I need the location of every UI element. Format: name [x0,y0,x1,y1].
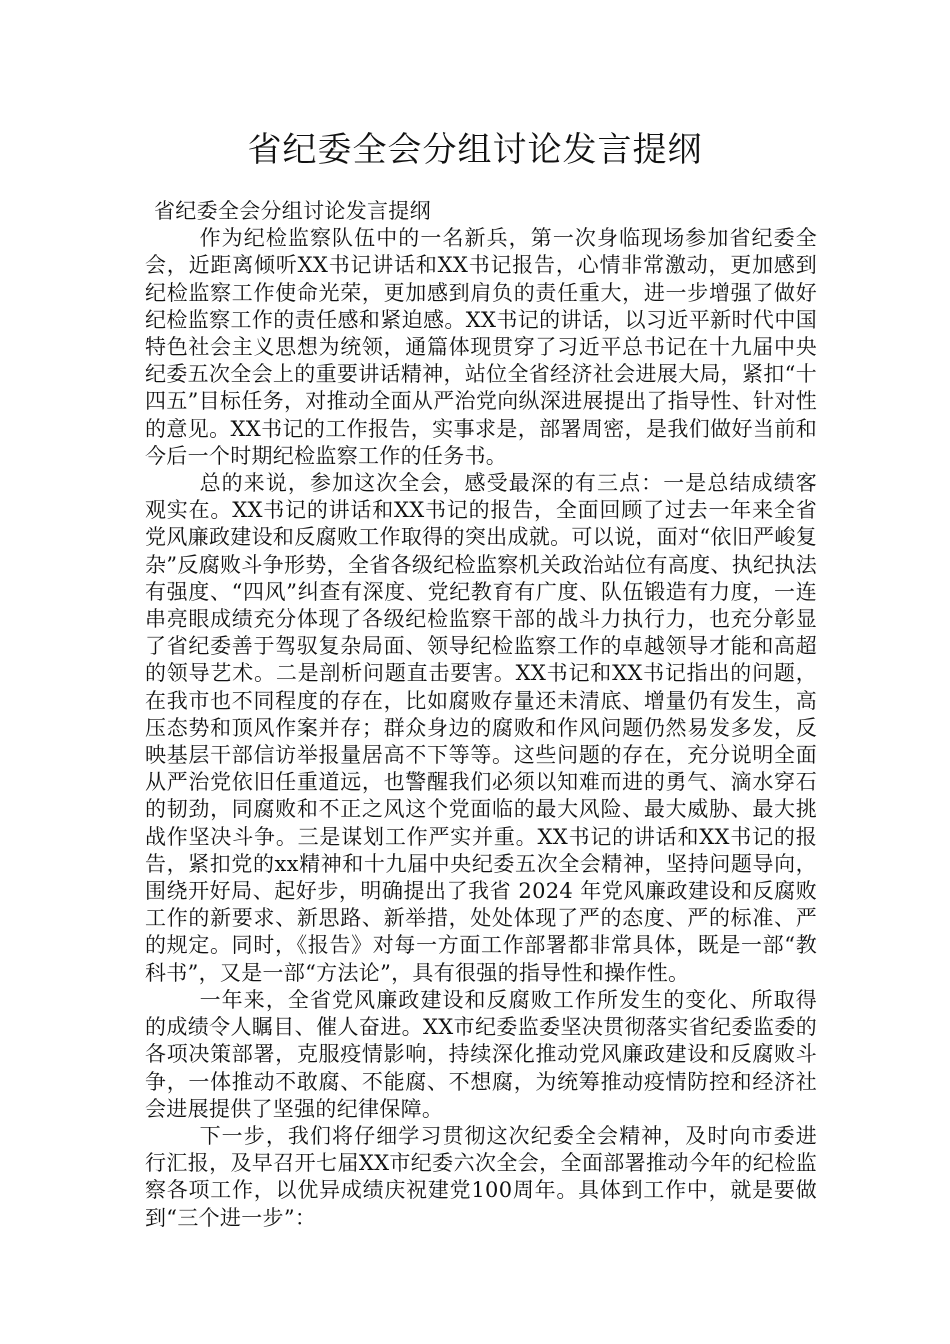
document-body [145,198,817,1232]
paragraph-2: 总的来说，参加这次全会，感受最深的有三点：一是总结成绩客观实在。XX书记的讲话和XX书记的报告，全面回顾了过去一年来全省党风廉政建设和反腐败工作取得的突出成就。可以说，面对“依旧严峻复杂”反腐败斗争形势，全省各级纪检监察机关政治站位有高度、执纪执法有强度、“四风”纠查有深度、党纪教育有广度、队伍锻造有力度，一连串亮眼成绩充分体现了各级纪检监察干部的战斗力执行力，也充分彰显了省纪委善于驾驭复杂局面、领导纪检监察工作的卓越领导才能和高超的领导艺术。二是剖析问题直击要害。XX书记和XX书记指出的问题，在我市也不同程度的存在，比如腐败存量还未清底、增量仍有发生，高压态势和顶风作案并存；群众身边的腐败和作风问题仍然易发多发，反映基层干部信访举报量居高不下等等。这些问题的存在，充分说明全面从严治党依旧任重道远，也警醒我们必须以知难而进的勇气、滴水穿石的韧劲，同腐败和不正之风这个党面临的最大风险、最大威胁、最大挑战作坚决斗争。三是谋划工作严实并重。XX书记的讲话和XX书记的报告，紧扣党的xx精神和十九届中央纪委五次全会精神，坚持问题导向，围绕开好局、起好步，明确提出了我省 2024 年党风廉政建设和反腐败工作的新要求、新思路、新举措，处处体现了严的态度、严的标准、严的规定。同时，《报告》对每一方面工作部署都非常具体，既是一部“教科书”，又是一部“方法论”，具有很强的指导性和操作性。 [145,471,817,985]
document-subtitle: 省纪委全会分组讨论发言提纲 [154,199,431,223]
paragraph-4: 下一步，我们将仔细学习贯彻这次纪委全会精神，及时向市委进行汇报，及早召开七届XX市纪委六次全会，全面部署推动今年的纪检监察各项工作，以优异成绩庆祝建党100周年。具体到工作中，就是要做到“三个进一步”： [145,1123,817,1230]
paragraph-3: 一年来，全省党风廉政建设和反腐败工作所发生的变化、所取得的成绩令人瞩目、催人奋进。XX市纪委监委坚决贯彻落实省纪委监委的各项决策部署，克服疫情影响，持续深化推动党风廉政建设和反腐败斗争，一体推动不敢腐、不能腐、不想腐，为统筹推动疫情防控和经济社会进展提供了坚强的纪律保障。 [145,987,817,1121]
paragraph-1: 作为纪检监察队伍中的一名新兵，第一次身临现场参加省纪委全会，近距离倾听XX书记讲话和XX书记报告，心情非常激动，更加感到纪检监察工作使命光荣，更加感到肩负的责任重大，进一步增强了做好纪检监察工作的责任感和紧迫感。XX书记的讲话，以习近平新时代中国特色社会主义思想为统领，通篇体现贯穿了习近平总书记在十九届中央纪委五次全会上的重要讲话精神，站位全省经济社会进展大局，紧扣“十四五”目标任务，对推动全面从严治党向纵深进展提出了指导性、针对性的意见。XX书记的工作报告，实事求是，部署周密，是我们做好当前和今后一个时期纪检监察工作的任务书。 [145,226,817,468]
document-title: 省纪委全会分组讨论发言提纲 [247,130,703,170]
